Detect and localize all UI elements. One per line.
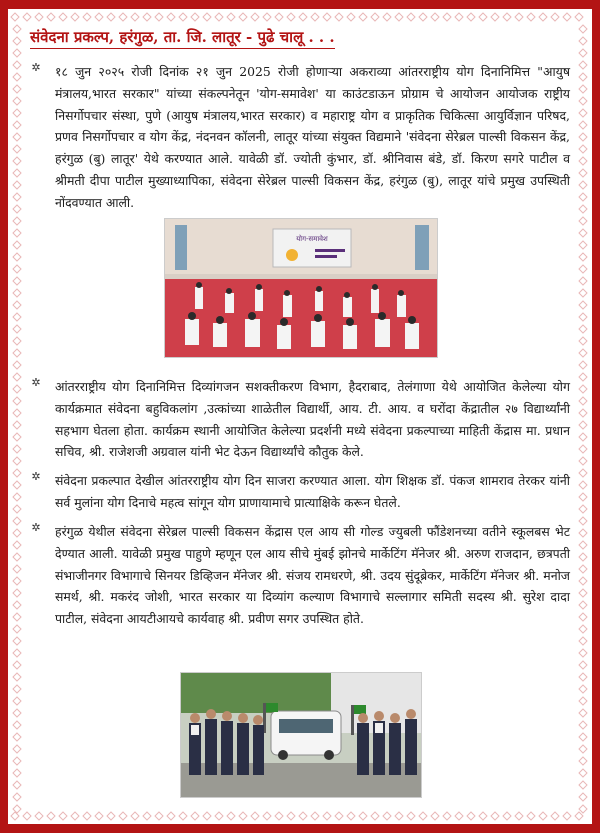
schoolbus-handover-photo	[180, 672, 422, 798]
pattern-motif	[13, 109, 21, 117]
pattern-motif	[579, 109, 587, 117]
pattern-motif	[13, 157, 21, 165]
pattern-motif	[579, 385, 587, 393]
star-bullet-icon: ✲	[31, 61, 41, 74]
pattern-motif	[13, 145, 21, 153]
pattern-motif	[13, 277, 21, 285]
pattern-motif	[579, 601, 587, 609]
pattern-motif	[13, 409, 21, 417]
pattern-motif	[579, 781, 587, 789]
pattern-motif	[579, 421, 587, 429]
pattern-motif	[13, 49, 21, 57]
pattern-motif	[13, 385, 21, 393]
pattern-motif	[13, 781, 21, 789]
pattern-motif	[579, 397, 587, 405]
pattern-motif	[13, 457, 21, 465]
pattern-motif	[13, 97, 21, 105]
pattern-motif	[13, 241, 21, 249]
pattern-motif	[579, 589, 587, 597]
pattern-motif	[579, 373, 587, 381]
pattern-motif	[579, 121, 587, 129]
banner-text: योग-समावेश	[296, 235, 328, 243]
pattern-motif	[13, 529, 21, 537]
paragraph-hyderabad-event: आंतरराष्ट्रीय योग दिनानिमित्त दिव्यांगजन सशक्तीकरण विभाग, हैदराबाद, तेलंगाणा येथे आयोजित केलेल्या योग कार्यक्रमात संवेदना बहुविकलांग ,उत्कांच्या शाळेतील विद्यार्थी, आय. टी. आय. व घरोंदा केंद्रातील २७ विद्यार्थ्यांनी सहभाग घेतला होता. कार्यक्रम स्थानी आयोजित केलेल्या प्रदर्शनी मध्ये संवेदना प्रकल्पाच्या माहिती केंद्रास मा. प्रधान सचिव, श्री. राजेशजी अग्रवाल यांनी भेट देऊन विद्यार्थ्यांचे कौतुक केले.	[55, 379, 570, 460]
pattern-motif	[579, 709, 587, 717]
pattern-motif	[13, 685, 21, 693]
pattern-motif	[13, 589, 21, 597]
pattern-motif	[575, 812, 583, 820]
pattern-motif	[13, 721, 21, 729]
pattern-motif	[13, 649, 21, 657]
pattern-motif	[579, 325, 587, 333]
pattern-motif	[579, 193, 587, 201]
pattern-motif	[13, 505, 21, 513]
pattern-motif	[13, 73, 21, 81]
pattern-motif	[579, 181, 587, 189]
pattern-motif	[579, 205, 587, 213]
pattern-motif	[579, 661, 587, 669]
pattern-motif	[579, 337, 587, 345]
pattern-motif	[13, 349, 21, 357]
pattern-motif	[13, 625, 21, 633]
pattern-motif	[13, 133, 21, 141]
pattern-motif	[579, 529, 587, 537]
pattern-motif	[13, 697, 21, 705]
pattern-motif	[579, 49, 587, 57]
pattern-motif	[13, 553, 21, 561]
pattern-motif	[579, 649, 587, 657]
pattern-motif	[579, 493, 587, 501]
pattern-motif	[13, 265, 21, 273]
pattern-motif	[579, 313, 587, 321]
page-heading: संवेदना प्रकल्प, हरंगुळ, ता. जि. लातूर - पुढे चालू . . .	[30, 27, 335, 49]
pattern-motif	[579, 277, 587, 285]
pattern-motif	[13, 325, 21, 333]
pattern-motif	[579, 541, 587, 549]
pattern-motif	[579, 637, 587, 645]
pattern-motif	[579, 757, 587, 765]
pattern-motif	[13, 733, 21, 741]
pattern-motif	[579, 349, 587, 357]
pattern-motif	[579, 733, 587, 741]
pattern-motif	[13, 121, 21, 129]
pattern-motif	[579, 289, 587, 297]
yoga-event-photo	[164, 218, 438, 358]
pattern-motif	[13, 757, 21, 765]
pattern-motif	[579, 517, 587, 525]
pattern-motif	[13, 577, 21, 585]
pattern-motif	[13, 445, 21, 453]
pattern-motif	[13, 673, 21, 681]
pattern-motif	[13, 25, 21, 33]
pattern-motif	[579, 685, 587, 693]
pattern-motif	[579, 409, 587, 417]
pattern-motif	[579, 469, 587, 477]
pattern-motif	[579, 169, 587, 177]
pattern-motif	[579, 481, 587, 489]
pattern-motif	[579, 673, 587, 681]
pattern-motif	[579, 253, 587, 261]
pattern-motif	[579, 97, 587, 105]
pattern-motif	[579, 433, 587, 441]
pattern-motif	[13, 709, 21, 717]
pattern-motif	[579, 37, 587, 45]
pattern-motif	[13, 181, 21, 189]
pattern-motif	[13, 37, 21, 45]
star-bullet-icon: ✲	[31, 470, 41, 483]
pattern-motif	[579, 133, 587, 141]
star-bullet-icon: ✲	[31, 376, 41, 389]
pattern-motif	[579, 805, 587, 813]
pattern-motif	[579, 745, 587, 753]
pattern-motif	[579, 145, 587, 153]
pattern-motif	[13, 205, 21, 213]
pattern-motif	[579, 217, 587, 225]
pattern-motif	[13, 541, 21, 549]
pattern-motif	[579, 625, 587, 633]
pattern-motif	[579, 157, 587, 165]
paragraph-schoolbus: हरंगुळ येथील संवेदना सेरेब्रल पाल्सी विकसन केंद्रास एल आय सी गोल्ड ज्युबली फौंडेशनच्या वतीने स्कूलबस भेट देण्यात आली. यावेळी प्रमुख पाहुणे म्हणून एल आय सीचे मुंबई झोनचे मार्केटिंग मॅनेजर श्री. अरुण राजदान, छत्रपती संभाजीनगर विभागाचे सिनयर डिव्हिजन मॅनेजर श्री. संजय रामधरणे, श्री. उदय सुंदूब्रेकर, मार्केटिंग मॅनेजर श्री. मनोज समर्थ, श्री. मकरंद जोशी, भारत सरकार या दिव्यांग कल्याण विभागाचे सल्लागार समिती सदस्य श्री. सुरेश दादा पाटील, संवेदना आयटीआयचे कार्यवाह श्री. प्रवीण सगर उपस्थित होते.	[55, 524, 570, 627]
pattern-motif	[579, 577, 587, 585]
pattern-motif	[579, 241, 587, 249]
pattern-motif	[13, 517, 21, 525]
star-bullet-icon: ✲	[31, 521, 41, 534]
pattern-motif	[13, 493, 21, 501]
page-content	[30, 0, 570, 833]
pattern-motif	[13, 61, 21, 69]
pattern-motif	[579, 793, 587, 801]
pattern-motif	[13, 337, 21, 345]
pattern-motif	[579, 361, 587, 369]
pattern-motif	[13, 565, 21, 573]
pattern-motif	[575, 13, 583, 21]
pattern-motif	[13, 169, 21, 177]
pattern-motif	[13, 229, 21, 237]
pattern-motif	[13, 469, 21, 477]
pattern-motif	[579, 505, 587, 513]
pattern-motif	[13, 613, 21, 621]
pattern-motif	[13, 361, 21, 369]
pattern-motif	[13, 745, 21, 753]
pattern-motif	[579, 445, 587, 453]
pattern-motif	[13, 301, 21, 309]
pattern-motif	[13, 661, 21, 669]
pattern-motif	[13, 217, 21, 225]
pattern-motif	[579, 301, 587, 309]
pattern-motif	[13, 85, 21, 93]
pattern-motif	[579, 457, 587, 465]
pattern-motif	[13, 805, 21, 813]
paragraph-yoga-countdown: १८ जुन २०२५ रोजी दिनांक २१ जुन 2025 रोजी होणाऱ्या अकराव्या आंतरराष्ट्रीय योग दिनानिमित्त "आयुष मंत्रालय,भारत सरकार" यांच्या संकल्पनेतून 'योग-समावेश' या काउंटडाऊन प्रोग्राम चे आयोजन आयोजक राष्ट्रीय निसर्गोपचार संस्था, पुणे (आयुष मंत्रालय,भारत सरकार) व महाराष्ट्र योग व प्राकृतिक चिकित्सा आयुर्विज्ञान परिषद, प्रणव निसर्गोपचार व योग केंद्र, नंदनवन कॉलनी, लातूर यांच्या संयुक्त विद्यमाने 'संवेदना सेरेब्रल पाल्सी विकसन केंद्र, हरंगुळ (बु) लातूर' येथे करण्यात आले. यावेळी डॉ. ज्योती कुंभार, डॉ. श्रीनिवास बंडे, डॉ. किरण सगरे पाटील व श्रीमती दीपा पाटील मुख्याध्यापिका, संवेदना सेरेब्रल पाल्सी विकसन केंद्र, हरंगुळ (बु), लातूर यांचे प्रमुख उपस्थिती नोंदवण्यात आली.	[55, 64, 570, 210]
pattern-motif	[13, 193, 21, 201]
pattern-motif	[13, 601, 21, 609]
pattern-motif	[13, 421, 21, 429]
pattern-motif	[579, 565, 587, 573]
pattern-motif	[13, 289, 21, 297]
pattern-motif	[579, 721, 587, 729]
pattern-motif	[13, 433, 21, 441]
pattern-motif	[11, 13, 19, 21]
pattern-motif	[579, 85, 587, 93]
pattern-motif	[13, 313, 21, 321]
pattern-motif	[579, 25, 587, 33]
paragraph-yoga-day: संवेदना प्रकल्पात देखील आंतरराष्ट्रीय योग दिन साजरा करण्यात आला. योग शिक्षक डॉ. पंकज शामराव तेरकर यांनी सर्व मुलांना योग दिनाचे महत्व सांगून योग प्राणायामाचे प्रात्याक्षिके करून घेतले.	[55, 473, 570, 510]
pattern-motif	[13, 637, 21, 645]
pattern-motif	[579, 229, 587, 237]
pattern-motif	[11, 812, 19, 820]
pattern-motif	[13, 373, 21, 381]
pattern-motif	[579, 265, 587, 273]
pattern-motif	[13, 397, 21, 405]
pattern-motif	[579, 697, 587, 705]
pattern-motif	[579, 769, 587, 777]
pattern-motif	[13, 769, 21, 777]
pattern-motif	[579, 553, 587, 561]
pattern-motif	[13, 481, 21, 489]
pattern-motif	[579, 613, 587, 621]
pattern-motif	[13, 253, 21, 261]
pattern-motif	[579, 73, 587, 81]
pattern-motif	[13, 793, 21, 801]
pattern-motif	[579, 61, 587, 69]
